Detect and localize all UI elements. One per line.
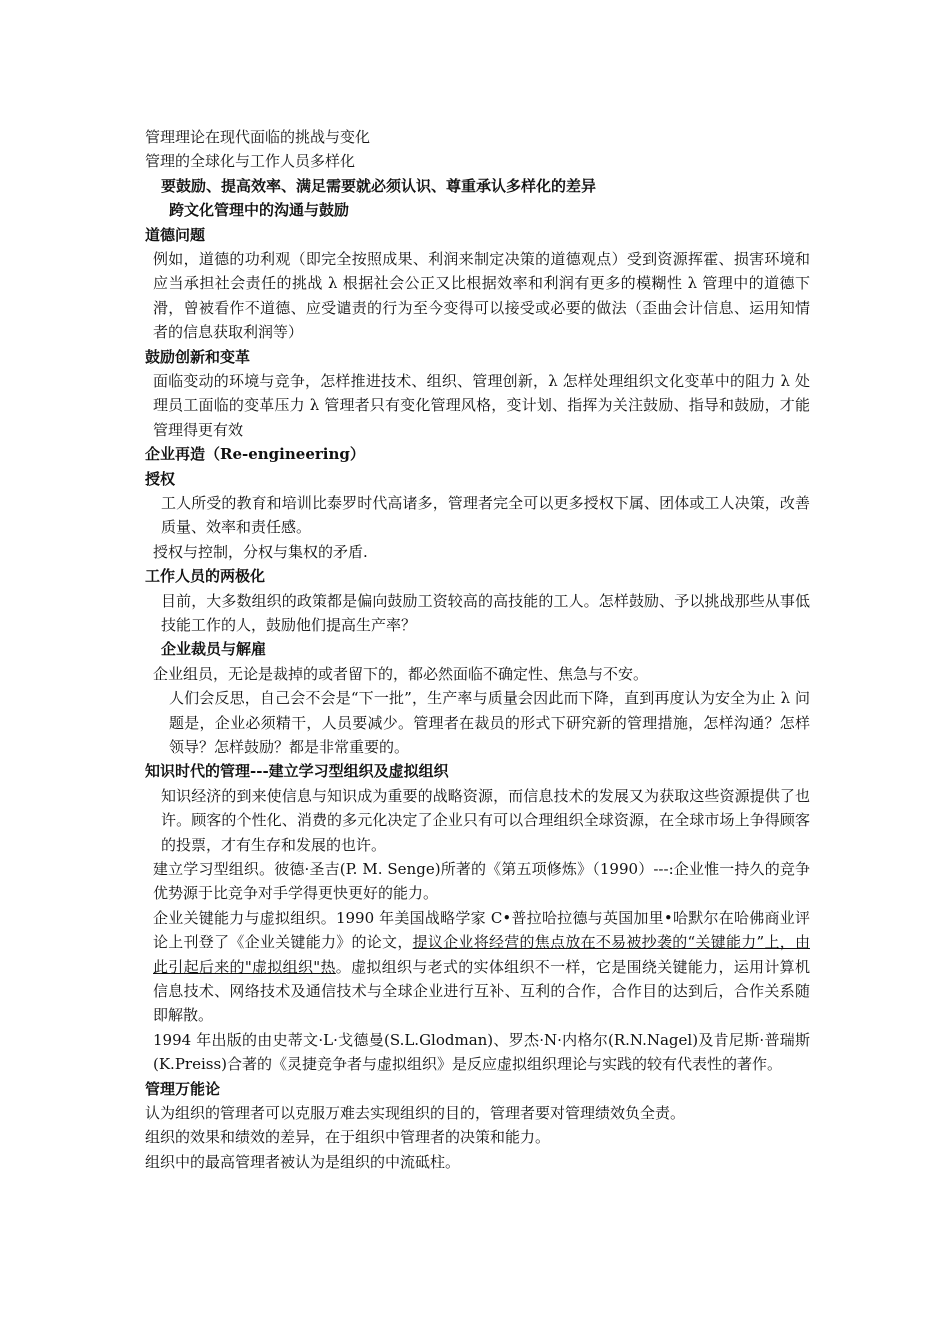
heading-layoffs: 企业裁员与解雇 [161,640,267,659]
heading-polarization: 工作人员的两极化 [145,567,266,586]
omnipotent-line-3: 组织中的最高管理者被认为是组织的中流砥柱。 [145,1152,461,1171]
diversity-point: 要鼓励、提高效率、满足需要就必须认识、尊重承认多样化的差异 [161,176,597,195]
paragraph-polarization: 目前，大多数组织的政策都是偏向鼓励工资较高的高技能的工人。怎样鼓励、予以挑战那些从事低技能工作的人，鼓励他们提高生产率？ [161,591,810,634]
paragraph-layoffs-1: 企业组员，无论是裁掉的或者留下的，都必然面临不确定性、焦急与不安。 [153,664,649,683]
paragraph-knowledge-1: 知识经济的到来使信息与知识成为重要的战略资源，而信息技术的发展又为获取这些资源提供了也许。顾客的个性化、消费的多元化决定了企业只有可以合理组织全球资源，在全球市场上争得顾客的投票，才有生存和发展的也许。 [161,786,810,854]
heading-innovation: 鼓励创新和变革 [145,347,251,366]
paragraph-ethics: 例如，道德的功利观（即完全按照成果、利润来制定决策的道德观点）受到资源挥霍、损害环境和应当承担社会责任的挑战 λ 根据社会公正又比根据效率和利润有更多的模糊性 λ 管理中的道德下滑，曾被看作不道德、应受谴责的行为至今变得可以接受或必要的做法（歪曲会计信息、运用知情者的信息获取利润等） [153,249,810,342]
core-competence-text-b: 。虚拟组织与老式的实体组织不一样，它是围绕关键能力，运用计算机信息技术、网络技术及通信技术与全球企业进行互补、互利的合作，合作目的达到后，合作关系随即解散。 [153,957,810,1025]
paragraph-empowerment-2: 授权与控制，分权与集权的矛盾. [153,542,368,561]
omnipotent-line-1: 认为组织的管理者可以克服万难去实现组织的目的，管理者要对管理绩效负全责。 [145,1104,686,1123]
paragraph-core-competence [145,906,810,1028]
heading-omnipotent: 管理万能论 [145,1079,221,1098]
paragraph-learning-org: 建立学习型组织。彼德·圣吉(P. M. Senge)所著的《第五项修炼》（1990）---:企业惟一持久的竞争优势源于比竞争对手学得更快更好的能力。 [153,859,810,903]
omnipotent-line-2: 组织的效果和绩效的差异，在于组织中管理者的决策和能力。 [145,1128,551,1147]
heading-ethics: 道德问题 [145,225,206,244]
heading-knowledge-era: 知识时代的管理---建立学习型组织及虚拟组织 [145,762,449,781]
paragraph-empowerment-1: 工人所受的教育和培训比泰罗时代高诸多，管理者完全可以更多授权下属、团体或工人决策，改善质量、效率和责任感。 [161,493,810,537]
cross-culture-point: 跨文化管理中的沟通与鼓励 [169,201,350,220]
paragraph-layoffs-2: 人们会反思，自己会不会是“下一批”，生产率与质量会因此而下降，直到再度认为安全为止 λ 问题是，企业必须精干，人员要减少。管理者在裁员的形式下研究新的管理措施，怎样沟通？怎样领导？怎样鼓励？都是非常重要的。 [169,689,810,756]
core-competence-underlined: 提议企业将经营的焦点放在不易被抄袭的“关键能力”上，由此引起后来的"虚拟组织"热 [153,933,810,976]
heading-empowerment: 授权 [145,469,176,488]
subtitle-globalization: 管理的全球化与工作人员多样化 [145,152,356,171]
heading-reengineering: 企业再造（Re-engineering） [145,445,365,464]
paragraph-agile-competitors: 1994 年出版的由史蒂文·L·戈德曼(S.L.Glodman)、罗杰·N·内格尔(R.N.Nagel)及肯尼斯·普瑞斯(K.Preiss)合著的《灵捷竞争者与虚拟组织》是反应虚拟组织理论与实践的较有代表性的著作。 [153,1030,810,1074]
title-line: 管理理论在现代面临的挑战与变化 [145,128,371,146]
document-body [145,125,810,1174]
paragraph-innovation: 面临变动的环境与竞争，怎样推进技术、组织、管理创新，λ 怎样处理组织文化变革中的阻力 λ 处理员工面临的变革压力 λ 管理者只有变化管理风格，变计划、指挥为关注鼓励、指导和鼓励，才能管理得更有效 [153,371,810,439]
core-competence-text-a: 企业关键能力与虚拟组织。1990 年美国战略学家 C•普拉哈拉德与英国加里•哈默尔在哈佛商业评论上刊登了《企业关键能力》的论文， [153,908,810,952]
